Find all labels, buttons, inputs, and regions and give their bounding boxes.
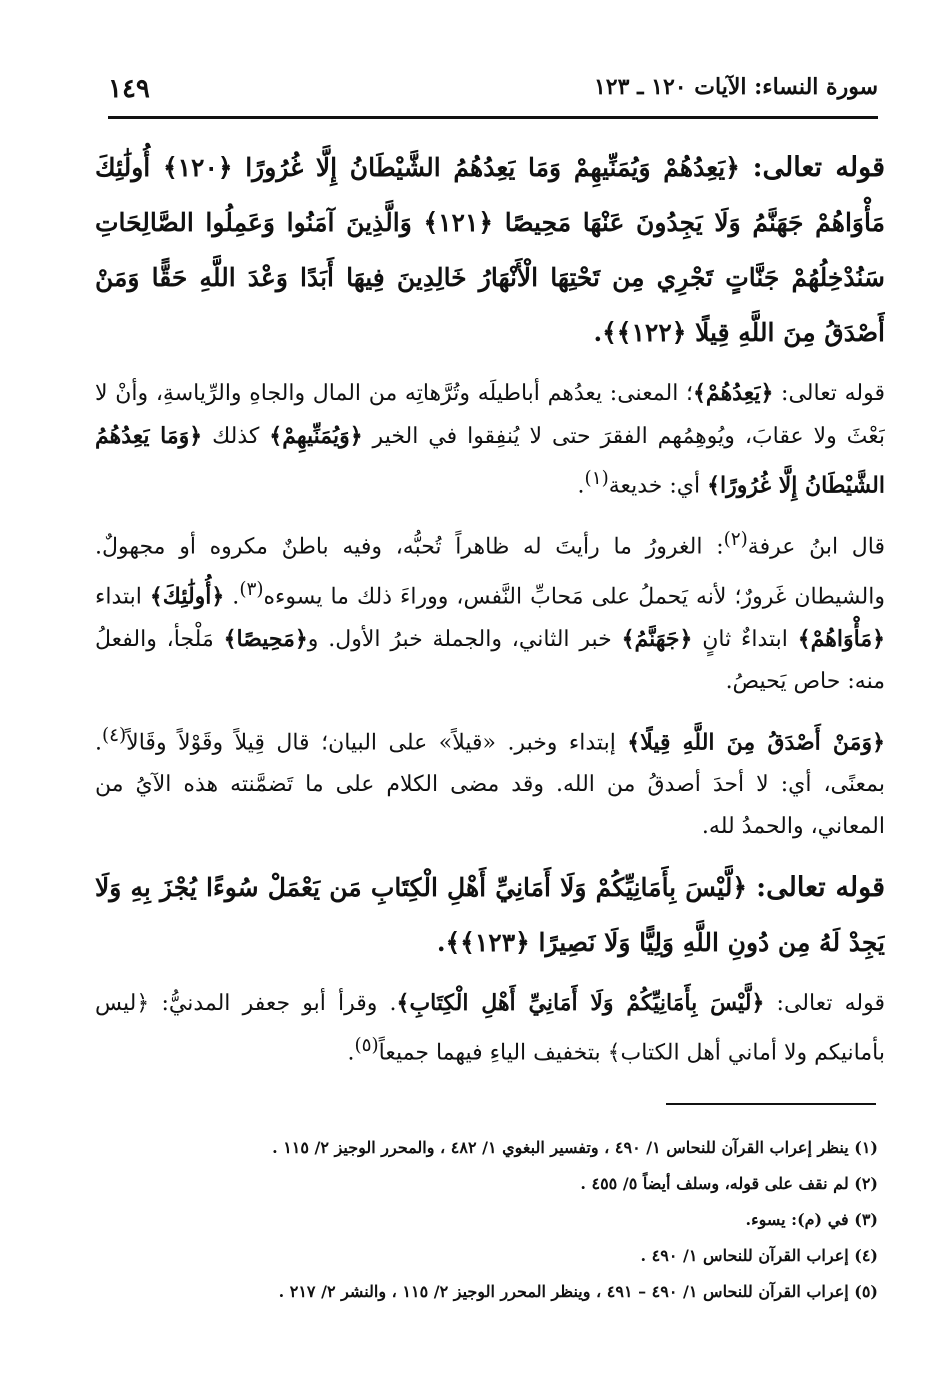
text-segment: أي: خديعة	[608, 473, 708, 499]
verse-block-1	[95, 140, 885, 360]
footnote-item: (١) ينظر إعراب القرآن للنحاس ١/ ٤٩٠ ، وتفسير البغوي ١/ ٤٨٢ ، والمحرر الوجيز ٢/ ١١٥ .	[272, 1138, 878, 1157]
footnotes	[140, 1130, 878, 1310]
text-segment: كذلك	[202, 424, 270, 449]
text-segment: .	[224, 583, 240, 609]
text-segment: خبر الثاني، والجملة خبرُ الأول. و	[307, 626, 622, 652]
commentary-paragraph-1	[95, 372, 885, 507]
quran-quote: ﴿وَيُمَنِّيهِمْ﴾	[269, 423, 363, 449]
quran-quote: ﴿يَعِدُهُمْ﴾	[693, 380, 774, 406]
text-segment: إبتداء وخبر. «قيلاً» على البيان؛ قال قِيلاً وقَوْلاً وقَالاً	[126, 730, 628, 756]
text-segment: . بمعنًى، أي: لا أحدَ أصدقُ من الله. وقد مضى الكلام على ما تَضمَّنته هذه الآيُ من المعاني، والحمدُ لله.	[95, 730, 885, 840]
main-text	[95, 140, 885, 1100]
quran-quote: ﴿جَهَنَّمُ﴾	[621, 625, 693, 652]
commentary-paragraph-4	[95, 982, 885, 1074]
footnote-divider	[666, 1103, 876, 1105]
page-number: ١٤٩	[108, 74, 150, 104]
quran-quote: ﴿مَأْوَاهُمْ﴾	[797, 625, 885, 652]
verse-block-2	[95, 860, 885, 970]
footnote-marker[interactable]: (١)	[584, 468, 609, 489]
footnote-item: (٤) إعراب القرآن للنحاس ١/ ٤٩٠ .	[640, 1246, 878, 1265]
quran-quote: ﴿أُولَٰئِكَ﴾	[149, 582, 225, 609]
footnote-item: (٣) في (م): يسوء.	[745, 1210, 878, 1229]
quran-quote: ﴿مَحِيصًا﴾	[223, 625, 308, 652]
text-segment: .	[347, 1040, 355, 1066]
text-segment: : الغرورُ ما رأيتَ له ظاهراً تُحبُّه، وفيه باطنٌ مكروه أو مجهولٌ. والشيطان غَرورٌ؛ لأنه يَحملُ على مَحابِّ النَّفس، ووراءَ ذلك ما يسوءه	[95, 534, 885, 609]
quran-quote: ﴿وَمَا يَعِدُهُمُ الشَّيْطَانُ إِلَّا غُرُورًا﴾	[95, 423, 885, 499]
text-segment: .	[577, 473, 585, 499]
verse-lead: قوله تعالى:	[752, 152, 885, 183]
text-segment: قوله تعالى:	[773, 381, 885, 406]
verse-text: ﴿يَعِدُهُمْ وَيُمَنِّيهِمْ وَمَا يَعِدُهُمُ الشَّيْطَانُ إِلَّا غُرُورًا ﴿١٢٠﴾ أُولَٰئِكَ مَأْوَاهُمْ جَهَنَّمُ وَلَا يَجِدُونَ عَنْهَا مَحِيصًا ﴿١٢١﴾ وَالَّذِينَ آمَنُوا وَعَمِلُوا الصَّالِحَاتِ سَنُدْخِلُهُمْ جَنَّاتٍ تَجْرِي مِن تَحْتِهَا الْأَنْهَارُ خَالِدِينَ فِيهَا أَبَدًا وَعْدَ اللَّهِ حَقًّا وَمَنْ أَصْدَقُ مِنَ اللَّهِ قِيلًا ﴿١٢٢﴾﴾.	[95, 153, 885, 347]
commentary-paragraph-2	[95, 519, 885, 703]
footnote-marker[interactable]: (٣)	[239, 578, 264, 600]
footnote-item: (٥) إعراب القرآن للنحاس ١/ ٤٩٠ – ٤٩١ ، وينظر المحرر الوجيز ٢/ ١١٥ ، والنشر ٢/ ٢١٧ .	[278, 1282, 878, 1301]
text-segment: . وقرأ أبو جعفر المدنيُّ: ﴿ليس بأمانيكم ولا أماني أهل الكتاب﴾ بتخفيف الياءِ فيهما جميعاً	[95, 991, 885, 1066]
verse-lead: قوله تعالى:	[756, 872, 885, 904]
page-header	[108, 70, 878, 119]
footnote-item: (٢) لم نقف على قوله، وسلف أيضاً ٥/ ٤٥٥ .	[580, 1174, 878, 1193]
text-segment: مَلْجأ، والفعلُ منه: حاص يَحيصُ.	[95, 626, 885, 694]
footnote-marker[interactable]: (٥)	[354, 1035, 379, 1057]
text-segment: ابتداء	[95, 583, 150, 609]
text-segment: قوله تعالى:	[764, 991, 885, 1017]
quran-quote: ﴿وَمَنْ أَصْدَقُ مِنَ اللَّهِ قِيلًا﴾	[627, 729, 885, 756]
quran-quote: ﴿لَّيْسَ بِأَمَانِيِّكُمْ وَلَا أَمَانِيِّ أَهْلِ الْكِتَابِ﴾	[396, 990, 765, 1017]
text-segment: قال ابنُ عرفة	[747, 534, 885, 560]
footnote-marker[interactable]: (٢)	[723, 529, 748, 551]
running-title: سورة النساء: الآيات ١٢٠ ـ ١٢٣	[593, 74, 878, 100]
text-segment: ابتداءٌ ثانٍ	[692, 626, 798, 652]
commentary-paragraph-3	[95, 715, 885, 848]
text-segment: ؛ المعنى: يعدُهم أباطيلَه وتُرَّهاتِه من المال والجاهِ والرِّياسةِ، وأنْ لا بَعْثَ ولا عقابَ، ويُوهِمُهم الفقرَ حتى لا يُنفِقوا في الخير	[95, 381, 885, 449]
footnote-marker[interactable]: (٤)	[102, 724, 127, 746]
verse-text: ﴿لَّيْسَ بِأَمَانِيِّكُمْ وَلَا أَمَانِيِّ أَهْلِ الْكِتَابِ مَن يَعْمَلْ سُوءًا يُجْزَ بِهِ وَلَا يَجِدْ لَهُ مِن دُونِ اللَّهِ وَلِيًّا وَلَا نَصِيرًا ﴿١٢٣﴾﴾.	[95, 873, 885, 958]
